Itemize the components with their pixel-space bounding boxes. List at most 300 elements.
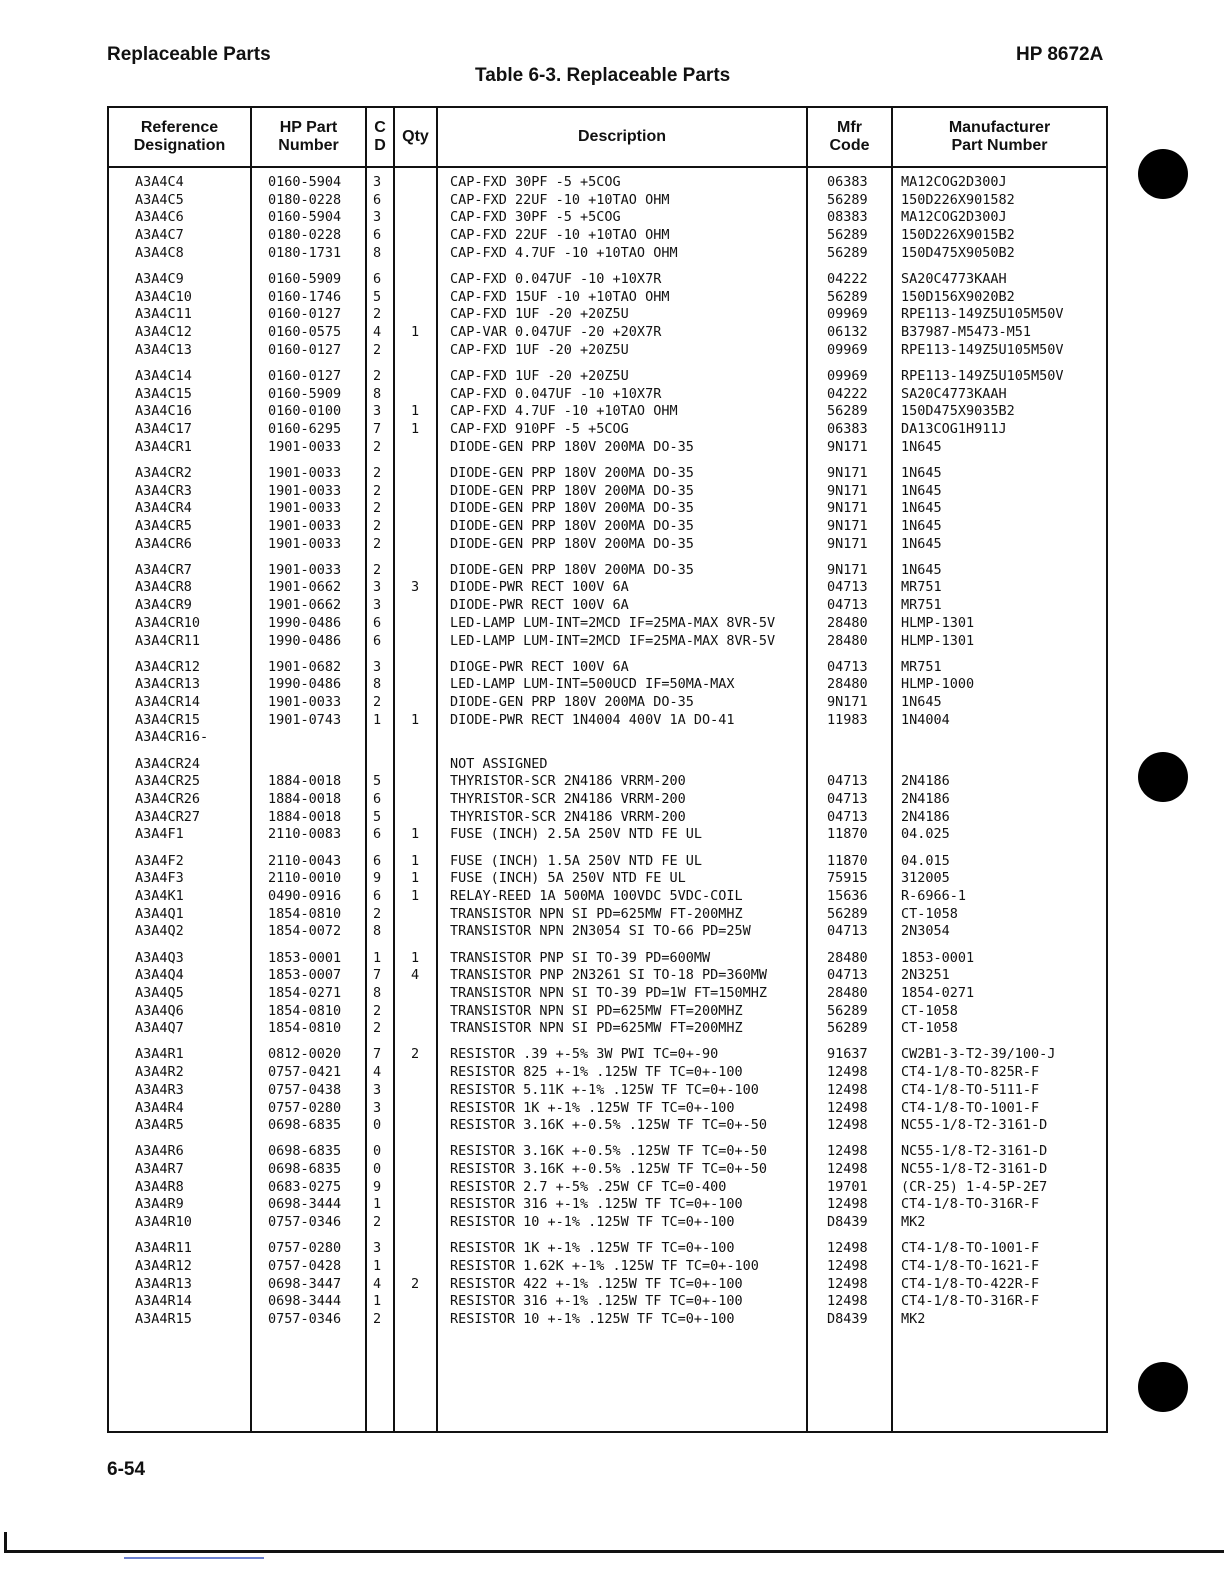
hp-part-number-cell: 0160-6295 [268, 420, 342, 437]
mfr-code-cell: 04713 [827, 597, 868, 614]
quantity-cell: 1 [411, 826, 420, 843]
description-cell: CAP-FXD 22UF -10 +10TAO OHM [450, 191, 670, 208]
hp-part-number-cell: 1901-0033 [268, 500, 342, 517]
table-row [109, 1161, 1106, 1179]
manufacturer-part-number-cell: 2N3054 [901, 923, 950, 940]
mfr-code-cell: 28480 [827, 984, 868, 1001]
hp-part-number-cell: 2110-0043 [268, 852, 342, 869]
table-row [109, 342, 1106, 360]
hp-part-number-cell: 0698-6835 [268, 1117, 342, 1134]
check-digit-cell: 3 [373, 1240, 382, 1257]
table-row [109, 500, 1106, 518]
table-row [109, 306, 1106, 324]
description-cell: FUSE (INCH) 5A 250V NTD FE UL [450, 870, 686, 887]
manufacturer-part-number-cell: 04.025 [901, 826, 950, 843]
reference-designation-cell: A3A4CR6 [135, 535, 192, 552]
manufacturer-part-number-cell: 1N645 [901, 517, 942, 534]
manufacturer-part-number-cell: MR751 [901, 658, 942, 675]
hp-part-number-cell: 0160-0127 [268, 341, 342, 358]
mfr-code-cell: 56289 [827, 1020, 868, 1037]
mfr-code-cell: 28480 [827, 632, 868, 649]
check-digit-cell: 8 [373, 984, 382, 1001]
reference-designation-cell: A3A4C10 [135, 288, 192, 305]
manufacturer-part-number-cell: 1853-0001 [901, 949, 975, 966]
mfr-code-cell: 9N171 [827, 482, 868, 499]
manufacturer-part-number-cell: 1N645 [901, 561, 942, 578]
description-cell: CAP-FXD 15UF -10 +10TAO OHM [450, 288, 670, 305]
mfr-code-cell: 28480 [827, 949, 868, 966]
description-cell: CAP-FXD 30PF -5 +5COG [450, 209, 621, 226]
hp-part-number-cell: 0160-5904 [268, 209, 342, 226]
reference-designation-cell: A3A4CR7 [135, 561, 192, 578]
check-digit-cell: 3 [373, 597, 382, 614]
mfr-code-cell: 12498 [827, 1293, 868, 1310]
description-cell: CAP-VAR 0.047UF -20 +20X7R [450, 324, 662, 340]
reference-designation-cell: A3A4Q4 [135, 967, 184, 984]
check-digit-cell: 2 [373, 482, 382, 499]
reference-designation-cell: A3A4F2 [135, 852, 184, 869]
reference-designation-cell: A3A4CR5 [135, 517, 192, 534]
manufacturer-part-number-cell: R-6966-1 [901, 887, 967, 904]
description-cell: DIODE-GEN PRP 180V 200MA DO-35 [450, 535, 694, 552]
hp-part-number-cell: 0757-0421 [268, 1064, 342, 1081]
reference-designation-cell: A3A4CR16- [135, 729, 209, 746]
description-cell: FUSE (INCH) 2.5A 250V NTD FE UL [450, 826, 702, 843]
mfr-code-cell: 91637 [827, 1046, 868, 1063]
reference-designation-cell: A3A4C6 [135, 209, 184, 226]
hp-part-number-cell: 1854-0072 [268, 923, 342, 940]
description-cell: RESISTOR 1.62K +-1% .125W TF TC=0+-100 [450, 1258, 759, 1274]
scan-edge-rule [4, 1550, 1224, 1553]
mfr-code-cell: 04222 [827, 270, 868, 287]
manufacturer-part-number-cell: 1854-0271 [901, 984, 975, 1001]
hp-part-number-cell: 1990-0486 [268, 632, 342, 649]
table-row [109, 967, 1106, 985]
check-digit-cell: 8 [373, 244, 382, 261]
hp-part-number-cell: 0698-3444 [268, 1293, 342, 1310]
manufacturer-part-number-cell: 2N4186 [901, 791, 950, 807]
description-cell: THYRISTOR-SCR 2N4186 VRRM-200 [450, 791, 686, 807]
reference-designation-cell: A3A4R6 [135, 1143, 184, 1160]
hp-part-number-cell: 1884-0018 [268, 773, 342, 790]
column-header-mfr-code: Mfr Code [829, 119, 870, 154]
check-digit-cell: 8 [373, 676, 382, 693]
mfr-code-cell: 04222 [827, 385, 868, 402]
reference-designation-cell: A3A4R8 [135, 1178, 184, 1195]
reference-designation-cell: A3A4C9 [135, 270, 184, 287]
table-row [109, 209, 1106, 227]
reference-designation-cell: A3A4C15 [135, 385, 192, 402]
column-header-reference-designation: Reference Designation [133, 119, 226, 154]
table-row [109, 579, 1106, 597]
hp-part-number-cell: 1901-0743 [268, 711, 342, 728]
reference-designation-cell: A3A4CR27 [135, 808, 201, 825]
check-digit-cell: 0 [373, 1143, 382, 1160]
table-row [109, 950, 1106, 968]
reference-designation-cell: A3A4R1 [135, 1046, 184, 1063]
manufacturer-part-number-cell: B37987-M5473-M51 [901, 324, 1032, 340]
description-cell: CAP-FXD 4.7UF -10 +10TAO OHM [450, 244, 678, 261]
hp-part-number-cell: 0757-0280 [268, 1099, 342, 1116]
reference-designation-cell: A3A4Q1 [135, 905, 184, 922]
description-cell: RESISTOR 2.7 +-5% .25W CF TC=0-400 [450, 1178, 727, 1195]
manufacturer-part-number-cell: RPE113-149Z5U105M50V [901, 367, 1064, 384]
quantity-cell: 1 [411, 403, 420, 420]
manufacturer-part-number-cell: NC55-1/8-T2-3161-D [901, 1161, 1048, 1178]
table-row [109, 245, 1106, 263]
hp-part-number-cell: 0757-0280 [268, 1240, 342, 1257]
manufacturer-part-number-cell: HLMP-1000 [901, 676, 975, 693]
table-row [109, 615, 1106, 633]
binder-hole-bottom [1138, 1362, 1188, 1412]
table-row [109, 1240, 1106, 1258]
hp-part-number-cell: 2110-0010 [268, 870, 342, 887]
table-row [109, 562, 1106, 580]
description-cell: DIODE-GEN PRP 180V 200MA DO-35 [450, 464, 694, 481]
manufacturer-part-number-cell: 150D475X9050B2 [901, 244, 1015, 261]
quantity-cell: 1 [411, 949, 420, 966]
table-body [109, 174, 1106, 1337]
mfr-code-cell: 12498 [827, 1099, 868, 1116]
hp-part-number-cell: 1854-0810 [268, 1020, 342, 1037]
table-row [109, 729, 1106, 747]
mfr-code-cell: 9N171 [827, 694, 868, 711]
table-row [109, 676, 1106, 694]
reference-designation-cell: A3A4C14 [135, 367, 192, 384]
header-divider [109, 166, 1106, 168]
reference-designation-cell: A3A4F1 [135, 826, 184, 843]
check-digit-cell: 1 [373, 949, 382, 966]
reference-designation-cell: A3A4CR15 [135, 711, 201, 728]
check-digit-cell: 1 [373, 1258, 382, 1274]
hp-part-number-cell: 0757-0428 [268, 1258, 342, 1274]
hp-part-number-cell: 0160-5909 [268, 385, 342, 402]
reference-designation-cell: A3A4Q7 [135, 1020, 184, 1037]
manufacturer-part-number-cell: 04.015 [901, 852, 950, 869]
quantity-cell: 1 [411, 324, 420, 340]
hp-part-number-cell: 0160-5909 [268, 270, 342, 287]
manufacturer-part-number-cell: CT4-1/8-TO-1621-F [901, 1258, 1040, 1274]
check-digit-cell: 2 [373, 535, 382, 552]
table-row [109, 421, 1106, 439]
mfr-code-cell: 9N171 [827, 517, 868, 534]
hp-part-number-cell: 0160-5904 [268, 174, 342, 190]
reference-designation-cell: A3A4CR4 [135, 500, 192, 517]
check-digit-cell: 1 [373, 1196, 382, 1213]
table-row [109, 853, 1106, 871]
mfr-code-cell: 9N171 [827, 438, 868, 455]
mfr-code-cell: D8439 [827, 1311, 868, 1328]
mfr-code-cell: 56289 [827, 244, 868, 261]
mfr-code-cell: 12498 [827, 1117, 868, 1134]
hp-part-number-cell: 1901-0033 [268, 561, 342, 578]
column-header-manufacturer-part-number: Manufacturer Part Number [948, 119, 1051, 154]
table-row [109, 227, 1106, 245]
row-group [109, 950, 1106, 1038]
check-digit-cell: 6 [373, 614, 382, 631]
mfr-code-cell: 15636 [827, 887, 868, 904]
reference-designation-cell: A3A4Q3 [135, 949, 184, 966]
hp-part-number-cell: 0757-0438 [268, 1081, 342, 1098]
mfr-code-cell: 56289 [827, 191, 868, 208]
mfr-code-cell: 06132 [827, 324, 868, 340]
hp-part-number-cell: 1884-0018 [268, 791, 342, 807]
hp-part-number-cell: 2110-0083 [268, 826, 342, 843]
table-row [109, 403, 1106, 421]
table-row [109, 597, 1106, 615]
description-cell: LED-LAMP LUM-INT=2MCD IF=25MA-MAX 8VR-5V [450, 614, 776, 631]
check-digit-cell: 2 [373, 464, 382, 481]
manufacturer-part-number-cell: 1N645 [901, 500, 942, 517]
table-row [109, 1046, 1106, 1064]
manufacturer-part-number-cell: HLMP-1301 [901, 632, 975, 649]
check-digit-cell: 3 [373, 579, 382, 596]
check-digit-cell: 9 [373, 1178, 382, 1195]
manufacturer-part-number-cell: 150D156X9020B2 [901, 288, 1015, 305]
table-row [109, 906, 1106, 924]
mfr-code-cell: 19701 [827, 1178, 868, 1195]
table-row [109, 633, 1106, 651]
column-header-description: Description [577, 128, 666, 145]
check-digit-cell: 4 [373, 1064, 382, 1081]
table-row [109, 694, 1106, 712]
check-digit-cell: 2 [373, 517, 382, 534]
binder-hole-middle [1138, 752, 1188, 802]
description-cell: TRANSISTOR NPN SI PD=625MW FT-200MHZ [450, 905, 743, 922]
reference-designation-cell: A3A4Q6 [135, 1002, 184, 1019]
description-cell: CAP-FXD 1UF -20 +20Z5U [450, 341, 629, 358]
hp-part-number-cell: 1853-0007 [268, 967, 342, 984]
check-digit-cell: 6 [373, 826, 382, 843]
scan-edge-tab [124, 1557, 264, 1559]
mfr-code-cell: 09969 [827, 306, 868, 323]
manufacturer-part-number-cell: CT4-1/8-TO-5111-F [901, 1081, 1040, 1098]
mfr-code-cell: 12498 [827, 1143, 868, 1160]
manufacturer-part-number-cell: CT-1058 [901, 1002, 958, 1019]
manufacturer-part-number-cell: 312005 [901, 870, 950, 887]
check-digit-cell: 2 [373, 1311, 382, 1328]
mfr-code-cell: 12498 [827, 1081, 868, 1098]
hp-part-number-cell: 0757-0346 [268, 1311, 342, 1328]
hp-part-number-cell: 0698-6835 [268, 1161, 342, 1178]
manufacturer-part-number-cell: CT-1058 [901, 905, 958, 922]
description-cell: RESISTOR 422 +-1% .125W TF TC=0+-100 [450, 1275, 743, 1292]
table-row [109, 483, 1106, 501]
quantity-cell: 1 [411, 711, 420, 728]
description-cell: DIOGE-PWR RECT 100V 6A [450, 658, 629, 675]
check-digit-cell: 6 [373, 191, 382, 208]
mfr-code-cell: 12498 [827, 1161, 868, 1178]
manufacturer-part-number-cell: (CR-25) 1-4-5P-2E7 [901, 1178, 1048, 1195]
manufacturer-part-number-cell: MA12COG2D300J [901, 209, 1007, 226]
hp-part-number-cell: 1901-0033 [268, 535, 342, 552]
hp-part-number-cell: 1901-0682 [268, 658, 342, 675]
table-row [109, 465, 1106, 483]
hp-part-number-cell: 1901-0033 [268, 464, 342, 481]
manufacturer-part-number-cell: NC55-1/8-T2-3161-D [901, 1143, 1048, 1160]
manufacturer-part-number-cell: 1N4004 [901, 711, 950, 728]
mfr-code-cell: 12498 [827, 1064, 868, 1081]
table-row [109, 174, 1106, 192]
reference-designation-cell: A3A4CR11 [135, 632, 201, 649]
mfr-code-cell: 04713 [827, 923, 868, 940]
column-header-hp-part-number: HP Part Number [278, 119, 339, 154]
mfr-code-cell: 09969 [827, 341, 868, 358]
reference-designation-cell: A3A4R13 [135, 1275, 192, 1292]
quantity-cell: 1 [411, 870, 420, 887]
hp-part-number-cell: 0160-1746 [268, 288, 342, 305]
description-cell: CAP-FXD 1UF -20 +20Z5U [450, 367, 629, 384]
table-row [109, 1276, 1106, 1294]
description-cell: CAP-FXD 0.047UF -10 +10X7R [450, 270, 662, 287]
table-row [109, 1143, 1106, 1161]
manufacturer-part-number-cell: SA20C4773KAAH [901, 270, 1007, 287]
table-row [109, 289, 1106, 307]
description-cell: TRANSISTOR NPN SI PD=625MW FT=200MHZ [450, 1020, 743, 1037]
row-group [109, 1240, 1106, 1328]
reference-designation-cell: A3A4R4 [135, 1099, 184, 1116]
manufacturer-part-number-cell: RPE113-149Z5U105M50V [901, 341, 1064, 358]
table-row [109, 1117, 1106, 1135]
reference-designation-cell: A3A4R15 [135, 1311, 192, 1328]
description-cell: NOT ASSIGNED [450, 755, 548, 772]
table-row [109, 1100, 1106, 1118]
reference-designation-cell: A3A4C8 [135, 244, 184, 261]
table-row [109, 386, 1106, 404]
manufacturer-part-number-cell: CT4-1/8-TO-1001-F [901, 1099, 1040, 1116]
mfr-code-cell: 9N171 [827, 561, 868, 578]
hp-part-number-cell: 0698-3444 [268, 1196, 342, 1213]
hp-part-number-cell: 0698-6835 [268, 1143, 342, 1160]
quantity-cell: 3 [411, 579, 420, 596]
table-row [109, 439, 1106, 457]
hp-part-number-cell: 0180-1731 [268, 244, 342, 261]
description-cell: CAP-FXD 30PF -5 +5COG [450, 174, 621, 190]
reference-designation-cell: A3A4CR1 [135, 438, 192, 455]
mfr-code-cell: D8439 [827, 1214, 868, 1231]
table-row [109, 192, 1106, 210]
quantity-cell: 2 [411, 1046, 420, 1063]
description-cell: THYRISTOR-SCR 2N4186 VRRM-200 [450, 773, 686, 790]
mfr-code-cell: 06383 [827, 420, 868, 437]
description-cell: TRANSISTOR PNP SI TO-39 PD=600MW [450, 949, 711, 966]
reference-designation-cell: A3A4C13 [135, 341, 192, 358]
description-cell: FUSE (INCH) 1.5A 250V NTD FE UL [450, 852, 702, 869]
check-digit-cell: 3 [373, 403, 382, 420]
description-cell: RESISTOR 3.16K +-0.5% .125W TF TC=0+-50 [450, 1161, 767, 1178]
hp-part-number-cell: 0698-3447 [268, 1275, 342, 1292]
reference-designation-cell: A3A4CR13 [135, 676, 201, 693]
reference-designation-cell: A3A4CR24 [135, 755, 201, 772]
description-cell: CAP-FXD 4.7UF -10 +10TAO OHM [450, 403, 678, 420]
quantity-cell: 1 [411, 420, 420, 437]
row-group [109, 271, 1106, 359]
table-title: Table 6-3. Replaceable Parts [475, 65, 731, 86]
mfr-code-cell: 9N171 [827, 464, 868, 481]
quantity-cell: 2 [411, 1275, 420, 1292]
reference-designation-cell: A3A4CR25 [135, 773, 201, 790]
row-group [109, 659, 1106, 747]
reference-designation-cell: A3A4CR9 [135, 597, 192, 614]
table-row [109, 1179, 1106, 1197]
description-cell: CAP-FXD 0.047UF -10 +10X7R [450, 385, 662, 402]
mfr-code-cell: 56289 [827, 227, 868, 244]
hp-part-number-cell: 1884-0018 [268, 808, 342, 825]
table-row [109, 1196, 1106, 1214]
hp-part-number-cell: 1990-0486 [268, 614, 342, 631]
description-cell: CAP-FXD 1UF -20 +20Z5U [450, 306, 629, 323]
hp-part-number-cell: 1854-0271 [268, 984, 342, 1001]
reference-designation-cell: A3A4C11 [135, 306, 192, 323]
manufacturer-part-number-cell: 2N3251 [901, 967, 950, 984]
check-digit-cell: 2 [373, 438, 382, 455]
hp-part-number-cell: 1990-0486 [268, 676, 342, 693]
description-cell: DIODE-GEN PRP 180V 200MA DO-35 [450, 694, 694, 711]
description-cell: DIODE-PWR RECT 100V 6A [450, 597, 629, 614]
description-cell: RESISTOR 316 +-1% .125W TF TC=0+-100 [450, 1196, 743, 1213]
manufacturer-part-number-cell: CT-1058 [901, 1020, 958, 1037]
row-group [109, 853, 1106, 941]
description-cell: CAP-FXD 22UF -10 +10TAO OHM [450, 227, 670, 244]
table-row [109, 1258, 1106, 1276]
hp-part-number-cell: 0180-0228 [268, 227, 342, 244]
hp-part-number-cell: 1901-0033 [268, 694, 342, 711]
description-cell: TRANSISTOR NPN 2N3054 SI TO-66 PD=25W [450, 923, 751, 940]
reference-designation-cell: A3A4Q5 [135, 984, 184, 1001]
check-digit-cell: 2 [373, 1020, 382, 1037]
check-digit-cell: 2 [373, 561, 382, 578]
check-digit-cell: 2 [373, 694, 382, 711]
check-digit-cell: 0 [373, 1161, 382, 1178]
check-digit-cell: 0 [373, 1117, 382, 1134]
row-group [109, 756, 1106, 844]
manufacturer-part-number-cell: 150D475X9035B2 [901, 403, 1015, 420]
mfr-code-cell: 28480 [827, 614, 868, 631]
row-group [109, 174, 1106, 262]
manufacturer-part-number-cell: 1N645 [901, 464, 942, 481]
page-number: 6-54 [107, 1459, 146, 1480]
check-digit-cell: 4 [373, 324, 382, 340]
table-row [109, 1064, 1106, 1082]
reference-designation-cell: A3A4R3 [135, 1081, 184, 1098]
manufacturer-part-number-cell: 150D226X9015B2 [901, 227, 1015, 244]
mfr-code-cell: 56289 [827, 1002, 868, 1019]
mfr-code-cell: 11870 [827, 852, 868, 869]
table-row [109, 1003, 1106, 1021]
hp-part-number-cell: 0160-0127 [268, 367, 342, 384]
table-row [109, 1214, 1106, 1232]
description-cell: DIODE-GEN PRP 180V 200MA DO-35 [450, 517, 694, 534]
reference-designation-cell: A3A4CR10 [135, 614, 201, 631]
manufacturer-part-number-cell: 1N645 [901, 438, 942, 455]
hp-part-number-cell: 0683-0275 [268, 1178, 342, 1195]
table-row [109, 870, 1106, 888]
check-digit-cell: 2 [373, 306, 382, 323]
mfr-code-cell: 12498 [827, 1196, 868, 1213]
description-cell: DIODE-GEN PRP 180V 200MA DO-35 [450, 482, 694, 499]
check-digit-cell: 2 [373, 905, 382, 922]
manufacturer-part-number-cell: SA20C4773KAAH [901, 385, 1007, 402]
check-digit-cell: 2 [373, 1002, 382, 1019]
description-cell: RELAY-REED 1A 500MA 100VDC 5VDC-COIL [450, 887, 743, 904]
check-digit-cell: 8 [373, 923, 382, 940]
mfr-code-cell: 04713 [827, 579, 868, 596]
mfr-code-cell: 12498 [827, 1275, 868, 1292]
reference-designation-cell: A3A4R2 [135, 1064, 184, 1081]
reference-designation-cell: A3A4R9 [135, 1196, 184, 1213]
reference-designation-cell: A3A4R5 [135, 1117, 184, 1134]
hp-part-number-cell: 0180-0228 [268, 191, 342, 208]
